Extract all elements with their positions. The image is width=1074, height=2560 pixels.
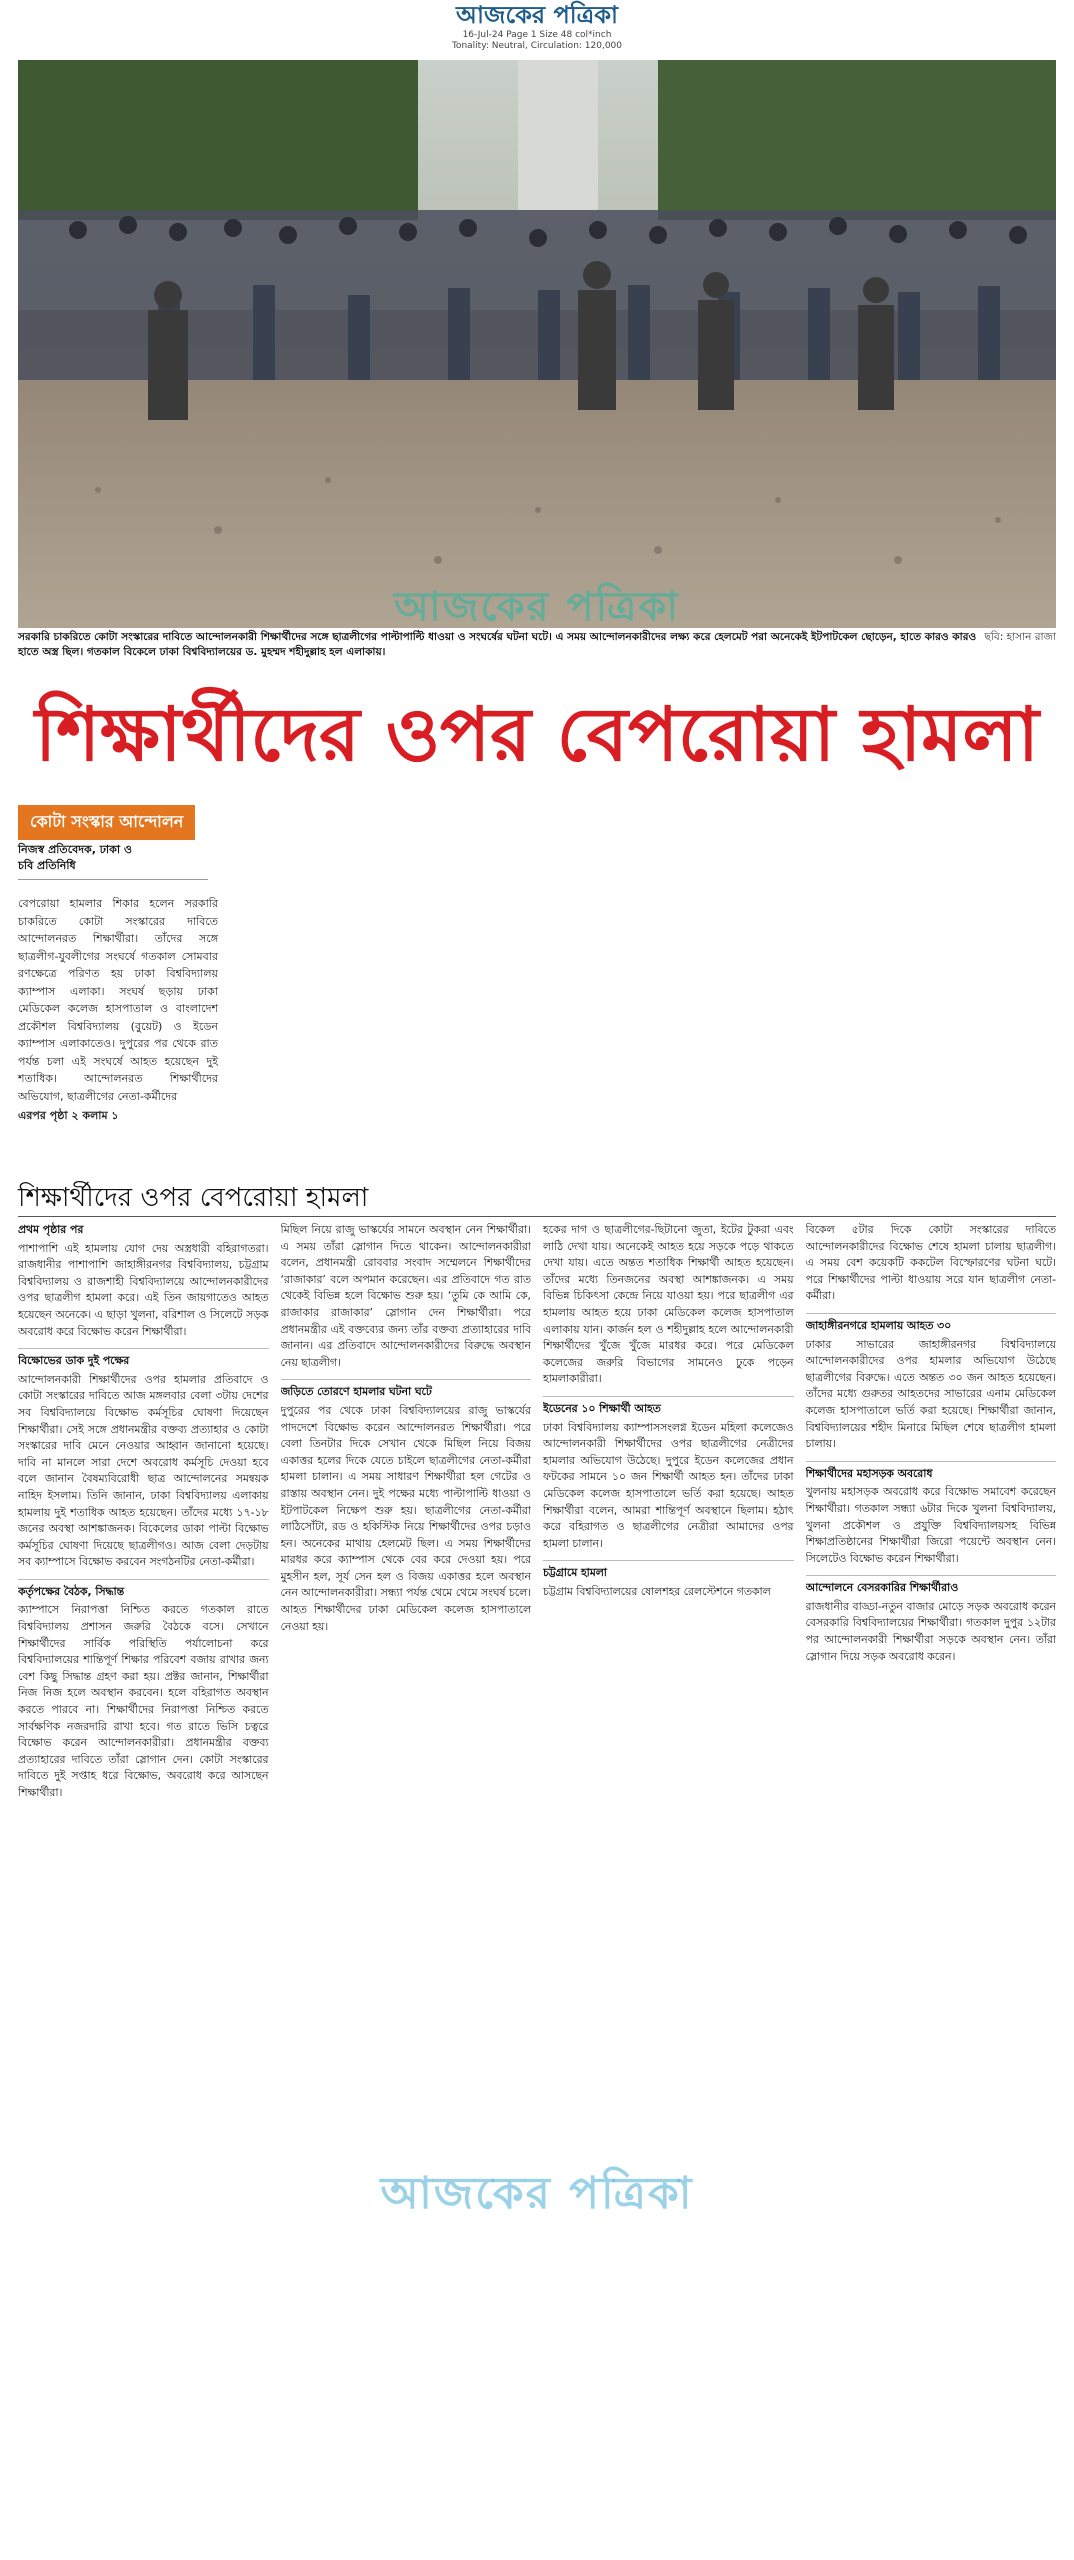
- subheading: শিক্ষার্থীদের মহাসড়ক অবরোধ: [806, 1461, 1057, 1483]
- body-paragraph: ঢাকার সাভারের জাহাঙ্গীরনগর বিশ্ববিদ্যালয়ে আন্দোলনকারীদের ওপর হামলার অভিযোগ উঠেছে ছাত্রলীগের বিরুদ্ধে। এতে অন্তত ৩০ জন আহত হয়েছেন। তাঁদের মধ্যে গুরুতর আহতদের সাভারের এনাম মেডিকেল কলেজ হাসপাতালে ভর্তি করা হয়েছে। শিক্ষার্থীরা জানান, বিশ্ববিদ্যালয়ের শহীদ মিনারে মিছিল শেষে ছাত্রলীগ হামলা চালায়।: [805, 1337, 1056, 1451]
- body-paragraph: চট্টগ্রাম বিশ্ববিদ্যালয়ের ষোলশহর রেলস্টেশনে গতকাল: [543, 1584, 771, 1598]
- lead-paragraph: [18, 895, 218, 1125]
- body-paragraph: ঢাকা বিশ্ববিদ্যালয় ক্যাম্পাসসংলগ্ন ইডেন মহিলা কলেজেও আন্দোলনকারী শিক্ষার্থীদের ওপর ছাত্রলীগের নেত্রীদের হামলার অভিযোগ উঠেছে। দুপুরে ইডেন কলেজের প্রধান ফটকের সামনে ১০ জন শিক্ষার্থী আহত হন। তাঁদের ঢাকা মেডিকেল কলেজ হাসপাতালে ভর্তি করা হয়েছে। আহত শিক্ষার্থীরা বলেন, আমরা শান্তিপূর্ণ অবস্থানে ছিলাম। হঠাৎ করে বহিরাগত ও ছাত্রলীগের নেত্রীরা আমাদের ওপর হামলা চালান।: [543, 1420, 794, 1550]
- newspaper-logo: আজকের পত্রিকা: [456, 0, 618, 29]
- continued-note: এরপর পৃষ্ঠা ২ কলাম ১: [18, 1109, 119, 1122]
- subheading: জড়িতে তোরণে হামলার ঘটনা ঘটে: [281, 1379, 532, 1401]
- lead-text: বেপরোয়া হামলার শিকার হলেন সরকারি চাকরিতে কোটা সংস্কারের দাবিতে আন্দোলনরত শিক্ষার্থীরা। তাঁদের সঙ্গে ছাত্রলীগ-যুবলীগের সংঘর্ষে গতকাল সোমবার রণক্ষেত্রে পরিণত হয় ঢাকা বিশ্ববিদ্যালয় ক্যাম্পাস এলাকা। সংঘর্ষ ছড়ায় ঢাকা মেডিকেল কলেজ হাসপাতাল ও বাংলাদেশ প্রকৌশল বিশ্ববিদ্যালয় (বুয়েট) ও ইডেন ক্যাম্পাস এলাকাতেও। দুপুরের পর থেকে রাত পর্যন্ত চলা এই সংঘর্ষে আহত হয়েছেন দুই শতাধিক। আন্দোলনরত শিক্ষার্থীদের অভিযোগ, ছাত্রলীগের নেতা-কর্মীদের: [18, 897, 218, 1103]
- subheading: প্রথম পৃষ্ঠার পর: [18, 1223, 84, 1236]
- masthead: [0, 0, 1074, 60]
- photo-caption: [18, 630, 1056, 660]
- subheading: বিক্ষোভের ডাক দুই পক্ষের: [18, 1348, 269, 1370]
- lead-photo: [18, 60, 1056, 628]
- subheading: চট্টগ্রামে হামলা: [543, 1560, 794, 1582]
- main-headline: শিক্ষার্থীদের ওপর বেপরোয়া হামলা: [35, 692, 1039, 778]
- photo-credit: ছবি: হাসান রাজা: [984, 631, 1056, 643]
- photo-watermark: আজকের পত্রিকা: [394, 583, 680, 628]
- subheading: আন্দোলনে বেসরকারির শিক্ষার্থীরাও: [806, 1575, 1057, 1597]
- subheading: কর্তৃপক্ষের বৈঠক, সিদ্ধান্ত: [18, 1579, 269, 1601]
- continuation-title: শিক্ষার্থীদের ওপর বেপরোয়া হামলা: [18, 1180, 1056, 1217]
- article-column: [18, 1222, 269, 2552]
- body-paragraph: বিকেল ৫টার দিকে কোটা সংস্কারের দাবিতে আন্দোলনকারীদের বিক্ষোভ শেষে হামলা চালায় ছাত্রলীগ। এ সময় বেশ কয়েকটি ককটেল বিস্ফোরণের ঘটনা ঘটে। পরে শিক্ষার্থীদের পাল্টা ধাওয়ায় সরে যান ছাত্রলীগ নেতা-কর্মীরা।: [805, 1223, 1056, 1303]
- body-paragraph: হকের দাগ ও ছাত্রলীগের-ছিটানো জুতা, ইটের টুকরা এবং লাঠি দেখা যায়। অনেকেই আহত হয়ে সড়কে পড়ে থাকতে দেখা যায়। এতে অন্তত শতাধিক শিক্ষার্থী আহত হয়েছেন। তাঁদের মধ্যে তিনজনের অবস্থা আশঙ্কাজনক। এ সময় বিভিন্ন চিকিৎসা কেন্দ্রে নিয়ে যাওয়া হয়। পরে ছাত্রলীগ এর হামলায় আহত হয়ে ঢাকা মেডিকেল কলেজ হাসপাতাল এলাকায় যান। কার্জন হল ও শহীদুল্লাহ হলে আন্দোলনকারী শিক্ষার্থীদের খুঁজে খুঁজে মারধর করে। পরে মেডিকেল কলেজের জরুরি বিভাগের সামনেও ঢুকে পড়েন হামলাকারীরা।: [543, 1223, 794, 1386]
- body-paragraph: ক্যাম্পাসে নিরাপত্তা নিশ্চিত করতে গতকাল রাতে বিশ্ববিদ্যালয় প্রশাসন জরুরি বৈঠকে বসে। সেখানে শিক্ষার্থীদের সার্বিক পরিস্থিতি পর্যালোচনা করে বিশ্ববিদ্যালয়ের শান্তিপূর্ণ শিক্ষার পরিবেশ বজায় রাখার জন্য বেশ কিছু সিদ্ধান্ত গ্রহণ করা হয়। প্রক্টর জানান, শিক্ষার্থীরা নিজ নিজ হলে অবস্থান করবেন। হলে বহিরাগত অবস্থান করতে পারবে না। শিক্ষার্থীদের নিরাপত্তা নিশ্চিত করতে সার্বক্ষণিক নজরদারি রাখা হবে। গত রাতে ভিসি চত্বরে বিক্ষোভ করেন আন্দোলনকারীরা। প্রধানমন্ত্রীর বক্তব্য প্রত্যাহারের দাবিতে তাঁরা স্লোগান দেন। কোটা সংস্কারের দাবিতে দুই সপ্তাহ ধরে বিক্ষোভ, অবরোধ করে আসছেন শিক্ষার্থীরা।: [18, 1603, 269, 1799]
- byline: [18, 842, 208, 880]
- body-paragraph: আন্দোলনকারী শিক্ষার্থীদের ওপর হামলার প্রতিবাদে ও কোটা সংস্কারের দাবিতে আজ মঙ্গলবার বেলা ৩টায় দেশের সব বিশ্ববিদ্যালয়ে বিক্ষোভ কর্মসূচির ঘোষণা দিয়েছেন শিক্ষার্থীরা। সেই সঙ্গে প্রধানমন্ত্রীর বক্তব্য প্রত্যাহার ও কোটা সংস্কারের দাবি মেনে নেওয়ার আহ্বান জানানো হয়েছে। দাবি না মানলে সারা দেশে অবরোধ কর্মসূচি দেওয়া হবে বলে জানান বৈষম্যবিরোধী ছাত্র আন্দোলনের সমন্বয়ক নাহিদ ইসলাম। তিনি জানান, ঢাকা বিশ্ববিদ্যালয় এলাকায় হামলায় দুই শতাধিক আহত হয়েছেন। তাঁদের মধ্যে ১৭-১৮ জনের অবস্থা আশঙ্কাজনক। বিকেলের ডাকা পাল্টা বিক্ষোভ কর্মসূচির ঘোষণা দিয়েছে ছাত্রলীগও। আজ বেলা দেড়টায় সব ক্যাম্পাসে বিক্ষোভ করবেন সংগঠনটির নেতা-কর্মীরা।: [18, 1372, 269, 1569]
- article-column: [543, 1222, 794, 2552]
- clipping-meta-date: 16-Jul-24 Page 1 Size 48 col*inch: [462, 30, 612, 40]
- article-column: [281, 1222, 532, 2552]
- subheading: ইডেনের ১০ শিক্ষার্থী আহত: [543, 1396, 794, 1418]
- body-paragraph: দুপুরের পর থেকে ঢাকা বিশ্ববিদ্যালয়ের রাজু ভাস্কর্যের পাদদেশে বিক্ষোভ করেন আন্দোলনরত শিক্ষার্থীরা। পরে বেলা তিনটার দিকে সেখান থেকে মিছিল নিয়ে বিজয় একাত্তর হলের দিকে যেতে চাইলে ছাত্রলীগের নেতা-কর্মীরা হামলা চালান। এ সময় সাধারণ শিক্ষার্থীরা হল গেটের ও রাস্তায় অবস্থান নেন। দুই পক্ষের মধ্যে পাল্টাপাল্টি ধাওয়া ও ইটপাটকেল নিক্ষেপ শুরু হয়। ছাত্রলীগের নেতা-কর্মীরা লাঠিসোঁটা, রড ও হকিস্টিক নিয়ে শিক্ষার্থীদের ওপর চড়াও হন। অনেকের মাথায় হেলমেট ছিল। এ সময় শিক্ষার্থীদের মারধর করে ক্যাম্পাস থেকে বের করে দেওয়া হয়। পরে মুহসীন হল, সূর্য সেন হল ও বিজয় একাত্তর হলে অবস্থান নেন আন্দোলনকারীরা। সন্ধ্যা পর্যন্ত থেমে থেমে সংঘর্ষ চলে। আহত শিক্ষার্থীদের ঢাকা মেডিকেল কলেজ হাসপাতালে নেওয়া হয়।: [280, 1403, 531, 1633]
- body-paragraph: রাজধানীর বাড্ডা-নতুন বাজার মোড়ে সড়ক অবরোধ করেন বেসরকারি বিশ্ববিদ্যালয়ের শিক্ষার্থীরা। গতকাল দুপুর ১২টার পর আন্দোলনকারী শিক্ষার্থীরা সড়কে অবস্থান নেন। তাঁরা স্লোগান দিয়ে সড়ক অবরোধ করেন।: [805, 1599, 1056, 1663]
- body-paragraph: পাশাপাশি এই হামলায় যোগ দেয় অস্ত্রধারী বহিরাগতরা। রাজধানীর পাশাপাশি জাহাঙ্গীরনগর বিশ্ববিদ্যালয়, চট্টগ্রাম বিশ্ববিদ্যালয় ও রাজশাহী বিশ্ববিদ্যালয়ে আন্দোলনকারীদের ওপর ছাত্রলীগ হামলা করে। এই তিন জায়গাতেও আহত হয়েছেন অনেকে। এ ছাড়া খুলনা, বরিশাল ও সিলেটে সড়ক অবরোধ করে বিক্ষোভ করেন শিক্ষার্থীরা।: [18, 1241, 269, 1338]
- byline-line1: নিজস্ব প্রতিবেদক, ঢাকা ও: [18, 843, 132, 856]
- page-watermark: আজকের পত্রিকা: [380, 2168, 694, 2219]
- article-column: [806, 1222, 1057, 2552]
- body-paragraph: খুলনায় মহাসড়ক অবরোধ করে বিক্ষোভ সমাবেশ করেছেন শিক্ষার্থীরা। গতকাল সন্ধ্যা ৬টার দিকে খুলনা বিশ্ববিদ্যালয়, খুলনা প্রকৌশল ও প্রযুক্তি বিশ্ববিদ্যালয়সহ বিভিন্ন শিক্ষাপ্রতিষ্ঠানের শিক্ষার্থীরা জিরো পয়েন্টে অবস্থান নেন। সিলেটেও বিক্ষোভ করেন শিক্ষার্থীরা।: [805, 1485, 1056, 1565]
- protest-scene-illustration: [18, 60, 1056, 628]
- photo-caption-text: সরকারি চাকরিতে কোটা সংস্কারের দাবিতে আন্দোলনকারী শিক্ষার্থীদের সঙ্গে ছাত্রলীগের পাল্টাপাল্টি ধাওয়া ও সংঘর্ষের ঘটনা ঘটে। এ সময় আন্দোলনকারীদের লক্ষ্য করে হেলমেট পরা অনেকেই ইটপাটকেল ছোড়েন, হাতে কারও কারও হাতে অস্ত্র ছিল। গতকাল বিকেলে ঢাকা বিশ্ববিদ্যালয়ের ড. মুহম্মদ শহীদুল্লাহ হল এলাকায়।: [18, 631, 977, 658]
- body-paragraph: মিছিল নিয়ে রাজু ভাস্কর্যের সামনে অবস্থান নেন শিক্ষার্থীরা। এ সময় তাঁরা স্লোগান দিতে থাকেন। আন্দোলনকারীরা বলেন, প্রধানমন্ত্রী রোববার সংবাদ সম্মেলনে শিক্ষার্থীদের ‘রাজাকার’ বলে অপমান করেছেন। এর প্রতিবাদে গত রাত থেকেই বিভিন্ন হলে বিক্ষোভ শুরু হয়। ‘তুমি কে আমি কে, রাজাকার রাজাকার’ স্লোগান দেন শিক্ষার্থীরা। পরে প্রধানমন্ত্রীর এই বক্তব্যের জন্য তাঁর বক্তব্য প্রত্যাহারের দাবি জানান। এর প্রতিবাদে আন্দোলনকারীদের বিরুদ্ধে অবস্থান নেয় ছাত্রলীগ।: [280, 1223, 531, 1369]
- subheading: জাহাঙ্গীরনগরে হামলায় আহত ৩০: [806, 1313, 1057, 1335]
- byline-line2: চবি প্রতিনিধি: [18, 859, 76, 872]
- topic-tag: কোটা সংস্কার আন্দোলন: [18, 805, 195, 840]
- article-columns: [18, 1222, 1056, 2552]
- clipping-meta-circulation: Tonality: Neutral, Circulation: 120,000: [451, 41, 623, 51]
- byline-divider: [18, 879, 208, 880]
